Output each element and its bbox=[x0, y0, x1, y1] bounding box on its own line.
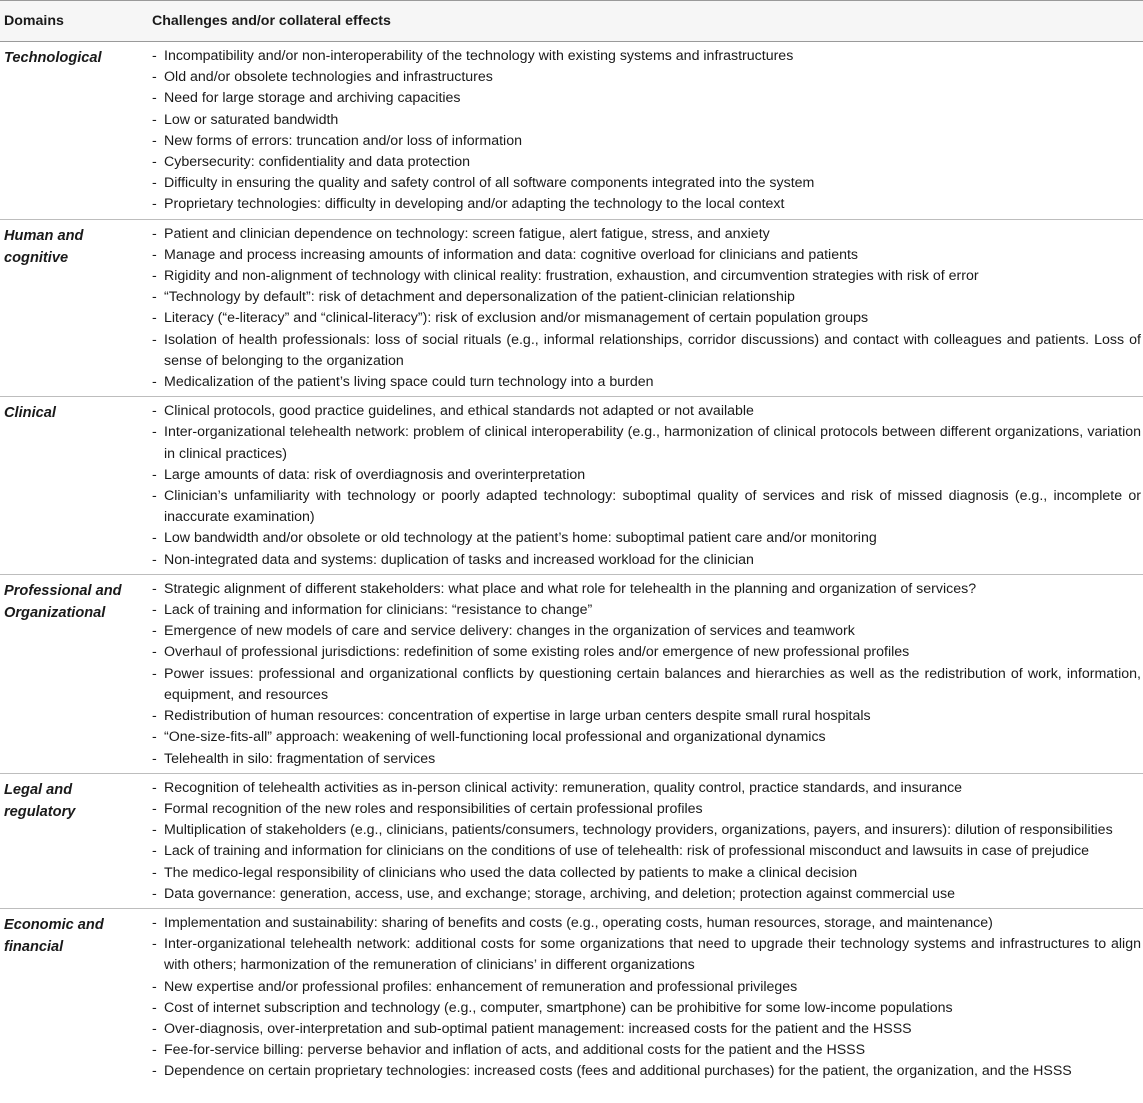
challenge-text: Overhaul of professional jurisdictions: redefinition of some existing roles and/or emergence of new professional profiles bbox=[164, 644, 910, 661]
bullet-dash: - bbox=[152, 602, 157, 619]
list-item bbox=[152, 245, 1141, 266]
list-item bbox=[152, 110, 1141, 131]
challenge-text: Incompatibility and/or non-interoperability of the technology with existing systems and infrastructures bbox=[164, 48, 794, 64]
challenge-text: New forms of errors: truncation and/or loss of information bbox=[164, 132, 522, 149]
challenge-text: Rigidity and non-alignment of technology with clinical reality: frustration, exhaustion, and circumvention strategies with risk of error bbox=[164, 268, 979, 285]
challenge-text: Non-integrated data and systems: duplication of tasks and increased workload for the clinician bbox=[164, 551, 754, 568]
list-item bbox=[152, 778, 1141, 799]
challenge-text: Low or saturated bandwidth bbox=[164, 111, 339, 128]
list-item bbox=[152, 287, 1141, 308]
challenge-text: Inter-organizational telehealth network: problem of clinical interoperability (e.g., harmonization of clinical protocols between different organizations, variation in clinical practices) bbox=[164, 424, 1141, 462]
table-row bbox=[0, 908, 1143, 1085]
bullet-dash: - bbox=[152, 289, 157, 306]
list-item bbox=[152, 550, 1141, 571]
list-item bbox=[152, 330, 1141, 372]
domain-cell: Economic and financial bbox=[4, 916, 104, 955]
list-item bbox=[152, 642, 1141, 663]
challenge-list bbox=[152, 913, 1141, 1083]
challenge-text: Old and/or obsolete technologies and infrastructures bbox=[164, 69, 493, 86]
challenge-text: Low bandwidth and/or obsolete or old technology at the patient’s home: suboptimal patient care and/or monitoring bbox=[164, 530, 877, 547]
bullet-dash: - bbox=[152, 580, 157, 597]
list-item bbox=[152, 727, 1141, 748]
bullet-dash: - bbox=[152, 729, 157, 746]
challenge-list bbox=[152, 46, 1141, 216]
challenges-cell bbox=[148, 42, 1143, 220]
list-item bbox=[152, 152, 1141, 173]
bullet-dash: - bbox=[152, 90, 157, 107]
challenge-text: Inter-organizational telehealth network: additional costs for some organizations that need to upgrade their technology systems and infrastructures to align with others; harmonization of the remuneration of clinicians’ in different organizations bbox=[164, 936, 1141, 974]
bullet-dash: - bbox=[152, 914, 157, 931]
challenge-text: Medicalization of the patient’s living space could turn technology into a burden bbox=[164, 374, 654, 391]
challenge-text: Clinical protocols, good practice guidelines, and ethical standards not adapted or not available bbox=[164, 403, 754, 420]
challenge-text: Recognition of telehealth activities as in-person clinical activity: remuneration, quality control, practice standards, and insurance bbox=[164, 779, 963, 796]
challenges-cell bbox=[148, 908, 1143, 1085]
list-item bbox=[152, 486, 1141, 528]
challenge-text: Difficulty in ensuring the quality and safety control of all software components integrated into the system bbox=[164, 175, 815, 192]
list-item bbox=[152, 528, 1141, 549]
challenge-text: Manage and process increasing amounts of information and data: cognitive overload for clinicians and patients bbox=[164, 246, 859, 263]
list-item bbox=[152, 224, 1141, 245]
list-item bbox=[152, 1019, 1141, 1040]
challenge-text: Emergence of new models of care and service delivery: changes in the organization of services and teamwork bbox=[164, 623, 855, 640]
challenge-list bbox=[152, 224, 1141, 394]
challenge-text: Power issues: professional and organizational conflicts by questioning certain balances and hierarchies as well as the redistribution of work, information, equipment, and resources bbox=[164, 665, 1141, 703]
bullet-dash: - bbox=[152, 999, 157, 1016]
challenge-text: “One-size-fits-all” approach: weakening of well-functioning local professional and organizational dynamics bbox=[164, 729, 826, 746]
challenge-text: Formal recognition of the new roles and responsibilities of certain professional profiles bbox=[164, 800, 703, 817]
bullet-dash: - bbox=[152, 1063, 157, 1080]
list-item bbox=[152, 67, 1141, 88]
challenge-text: Data governance: generation, access, use, and exchange; storage, archiving, and deletion; protection against commercial use bbox=[164, 885, 956, 902]
challenge-list bbox=[152, 401, 1141, 571]
bullet-dash: - bbox=[152, 196, 157, 213]
header-row bbox=[0, 1, 1143, 42]
list-item bbox=[152, 977, 1141, 998]
list-item bbox=[152, 600, 1141, 621]
bullet-dash: - bbox=[152, 779, 157, 796]
table-row bbox=[0, 773, 1143, 908]
challenge-text: Lack of training and information for clinicians: “resistance to change” bbox=[164, 602, 593, 619]
challenge-text: The medico-legal responsibility of clinicians who used the data collected by patients to make a clinical decision bbox=[164, 864, 858, 881]
domains-header: Domains bbox=[0, 1, 148, 42]
list-item bbox=[152, 422, 1141, 464]
list-item bbox=[152, 913, 1141, 934]
challenge-text: Fee-for-service billing: perverse behavior and inflation of acts, and additional costs for the patient and the HSSS bbox=[164, 1042, 866, 1059]
challenge-text: Isolation of health professionals: loss of social rituals (e.g., informal relationships, corridor discussions) and contact with colleagues and patients. Loss of sense of belonging to the organization bbox=[164, 331, 1141, 369]
challenges-header: Challenges and/or collateral effects bbox=[148, 1, 1143, 42]
list-item bbox=[152, 1061, 1141, 1082]
list-item bbox=[152, 863, 1141, 884]
challenge-text: Lack of training and information for clinicians on the conditions of use of telehealth: risk of professional misconduct and lawsuits in case of prejudice bbox=[164, 843, 1090, 860]
list-item bbox=[152, 749, 1141, 770]
challenge-list bbox=[152, 778, 1141, 905]
bullet-dash: - bbox=[152, 708, 157, 725]
bullet-dash: - bbox=[152, 69, 157, 86]
list-item bbox=[152, 998, 1141, 1019]
list-item bbox=[152, 173, 1141, 194]
bullet-dash: - bbox=[152, 822, 157, 839]
list-item bbox=[152, 308, 1141, 329]
list-item bbox=[152, 884, 1141, 905]
list-item bbox=[152, 88, 1141, 109]
challenge-text: New expertise and/or professional profiles: enhancement of remuneration and professional privileges bbox=[164, 978, 798, 995]
list-item bbox=[152, 706, 1141, 727]
challenge-text: Cost of internet subscription and technology (e.g., computer, smartphone) can be prohibitive for some low-income populations bbox=[164, 999, 953, 1016]
bullet-dash: - bbox=[152, 374, 157, 391]
challenge-text: Implementation and sustainability: sharing of benefits and costs (e.g., operating costs, human resources, storage, and maintenance) bbox=[164, 914, 993, 931]
challenge-text: Need for large storage and archiving capacities bbox=[164, 90, 461, 107]
bullet-dash: - bbox=[152, 154, 157, 171]
bullet-dash: - bbox=[152, 132, 157, 149]
bullet-dash: - bbox=[152, 885, 157, 902]
challenge-text: Multiplication of stakeholders (e.g., clinicians, patients/consumers, technology providers, organizations, payers, and insurers): dilution of responsibilities bbox=[164, 822, 1113, 839]
challenge-text: Redistribution of human resources: concentration of expertise in large urban centers despite small rural hospitals bbox=[164, 708, 871, 725]
bullet-dash: - bbox=[152, 551, 157, 568]
domain-cell: Clinical bbox=[0, 397, 148, 575]
challenges-cell bbox=[148, 574, 1143, 773]
domain-cell: Human and cognitive bbox=[0, 219, 148, 397]
bullet-dash: - bbox=[152, 530, 157, 547]
list-item bbox=[152, 664, 1141, 706]
challenge-text: Strategic alignment of different stakeholders: what place and what role for telehealth in the planning and organization of services? bbox=[164, 580, 977, 597]
list-item bbox=[152, 46, 1141, 67]
bullet-dash: - bbox=[152, 310, 157, 327]
challenge-text: Large amounts of data: risk of overdiagnosis and overinterpretation bbox=[164, 466, 586, 483]
challenge-text: Over-diagnosis, over-interpretation and sub-optimal patient management: increased costs for the patient and the HSSS bbox=[164, 1020, 912, 1037]
challenge-text: Telehealth in silo: fragmentation of services bbox=[164, 750, 436, 767]
bullet-dash: - bbox=[152, 936, 157, 953]
domain-cell: Legal and regulatory bbox=[0, 773, 148, 908]
challenge-text: Patient and clinician dependence on technology: screen fatigue, alert fatigue, stress, and anxiety bbox=[164, 225, 770, 242]
bullet-dash: - bbox=[152, 665, 157, 682]
bullet-dash: - bbox=[152, 268, 157, 285]
list-item bbox=[152, 401, 1141, 422]
table-row bbox=[0, 42, 1143, 220]
list-item bbox=[152, 465, 1141, 486]
challenges-cell bbox=[148, 773, 1143, 908]
bullet-dash: - bbox=[152, 488, 157, 505]
list-item bbox=[152, 1040, 1141, 1061]
list-item bbox=[152, 266, 1141, 287]
table-row bbox=[0, 397, 1143, 575]
bullet-dash: - bbox=[152, 48, 157, 64]
bullet-dash: - bbox=[152, 225, 157, 242]
challenge-text: Dependence on certain proprietary technologies: increased costs (fees and additional purchases) for the patient, the organization, and the HSSS bbox=[164, 1063, 1072, 1080]
bullet-dash: - bbox=[152, 843, 157, 860]
bullet-dash: - bbox=[152, 331, 157, 348]
challenge-list bbox=[152, 579, 1141, 770]
bullet-dash: - bbox=[152, 424, 157, 441]
list-item bbox=[152, 934, 1141, 976]
challenge-text: Literacy (“e-literacy” and “clinical-literacy”): risk of exclusion and/or mismanagement of certain population groups bbox=[164, 310, 869, 327]
list-item bbox=[152, 621, 1141, 642]
challenge-text: Proprietary technologies: difficulty in developing and/or adapting the technology to the local context bbox=[164, 196, 785, 213]
challenge-text: Clinician’s unfamiliarity with technology or poorly adapted technology: suboptimal quality of services and risk of missed diagnosis (e.g., incomplete or inaccurate examination) bbox=[164, 488, 1141, 526]
bullet-dash: - bbox=[152, 175, 157, 192]
challenge-text: Cybersecurity: confidentiality and data protection bbox=[164, 154, 470, 171]
bullet-dash: - bbox=[152, 1042, 157, 1059]
domain-cell: Technological bbox=[0, 42, 148, 220]
bullet-dash: - bbox=[152, 800, 157, 817]
table-body bbox=[0, 42, 1143, 1086]
list-item bbox=[152, 131, 1141, 152]
table-row bbox=[0, 219, 1143, 397]
domain-cell: Professional and Organizational bbox=[0, 574, 148, 773]
bullet-dash: - bbox=[152, 623, 157, 640]
table-row bbox=[0, 574, 1143, 773]
list-item bbox=[152, 841, 1141, 862]
challenges-cell bbox=[148, 397, 1143, 575]
list-item bbox=[152, 579, 1141, 600]
bullet-dash: - bbox=[152, 403, 157, 420]
bullet-dash: - bbox=[152, 864, 157, 881]
bullet-dash: - bbox=[152, 466, 157, 483]
challenges-cell bbox=[148, 219, 1143, 397]
list-item bbox=[152, 372, 1141, 393]
bullet-dash: - bbox=[152, 644, 157, 661]
bullet-dash: - bbox=[152, 978, 157, 995]
bullet-dash: - bbox=[152, 246, 157, 263]
bullet-dash: - bbox=[152, 111, 157, 128]
bullet-dash: - bbox=[152, 750, 157, 767]
list-item bbox=[152, 820, 1141, 841]
list-item bbox=[152, 194, 1141, 215]
bullet-dash: - bbox=[152, 1020, 157, 1037]
list-item bbox=[152, 799, 1141, 820]
challenge-text: “Technology by default”: risk of detachment and depersonalization of the patient-clinician relationship bbox=[164, 289, 795, 306]
